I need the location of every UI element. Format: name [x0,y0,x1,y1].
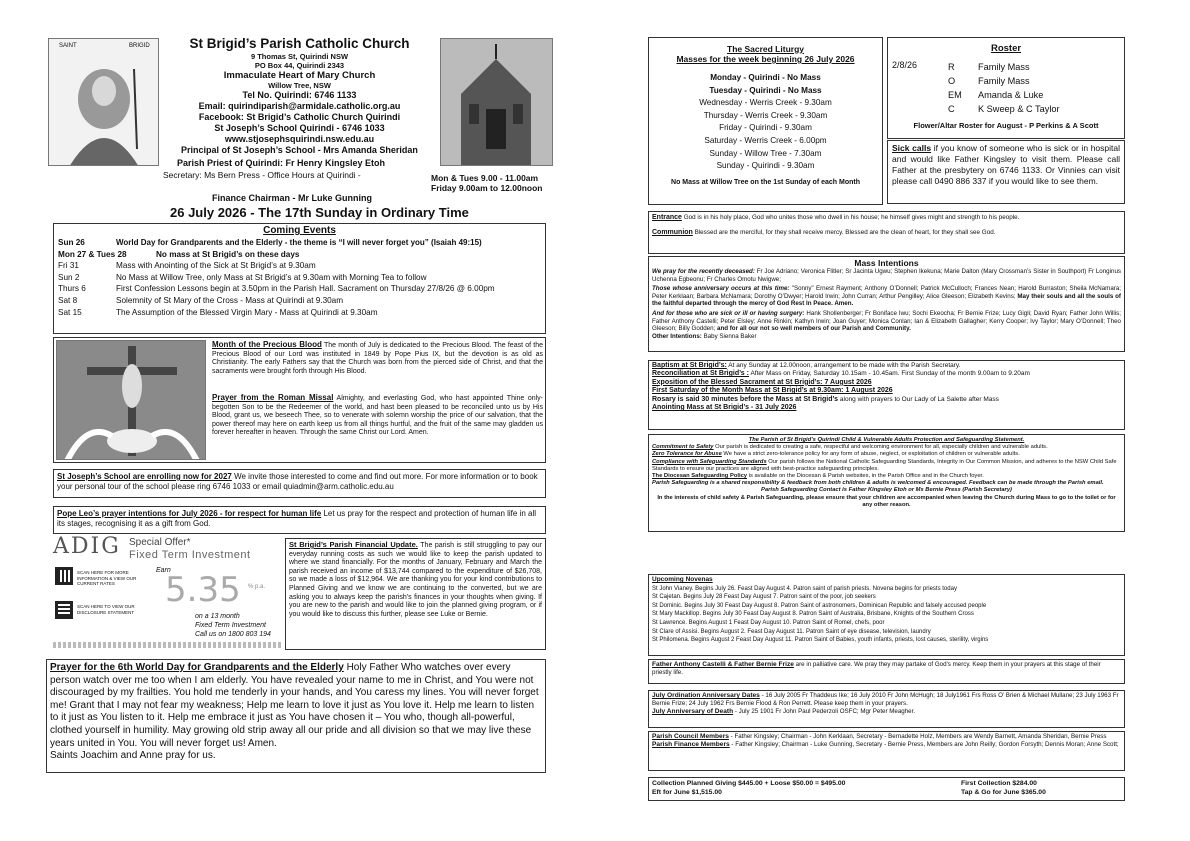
sick-list: Hank Shollenberger; Fr Boniface Iwu; Sochi Ekeocha; Fr Bernie Frize; Lucy Gigli; David Ryan; Father John Willis; Father Anthony Castelli; Peter Elsley; Anne Rinkin; Kathyn Irwin; Joan Guyer; Monica Conlan; Ian & Elizabeth Gallagher; Kerry Cooper; Ivy Taylor; Mary O’Donnell; Theo Gleeson; Billy Godden; [652,309,1121,333]
event-text: Solemnity of St Mary of the Cross - Mass at Quirindi at 9.30am [116,295,344,305]
roman-missal-prayer: Almighty, and everlasting God, who hast appointed Thine only-begotten Son to be the Redeemer of the world, and hast been pleased to be reconciled unto us by His Blood, grant us, we beseech Thee, so to venerate with solemn worship the price of our salvation, that the power thereof may here on earth keep us from all things hurtful, and the fruit of the same may gladden us forever hereafter in heaven. Through the same Christ our Lord. Amen. [212,395,543,437]
reconciliation-label: Reconciliation at St Brigid’s : [652,370,749,378]
event-row [58,295,541,307]
grandparents-prayer-title: Prayer for the 6th World Day for Grandparents and the Elderly [50,662,344,673]
anniversaries-box [648,690,1125,728]
policy-text: is available on the Diocesan & Parish websites, in the Parish Office and in the Church foyer. [748,473,984,480]
first-saturday: First Saturday of the Month Mass at St Brigid’s at 9.30am: 1 August 2026 [652,387,893,395]
adig-rate: 5.35 [165,570,241,610]
other-intentions: Baby Sienna Baker [703,332,757,340]
coming-events-box [53,223,546,334]
baptism-label: Baptism at St Brigid’s: [652,362,727,369]
financial-text: The parish is still struggling to pay our everyday running costs as such we would like to keep the parish updated to where we stand financially. For the months of January, February and March the parish received an income of $13,744 compared to the expenditure of $26,708, so we made a loss of $12,964. We are thanking you for your kind contributions to Planned Giving and we know we are continuing to the converted, but we are asking you to always keep the parish’s finances in your thoughts when giving. If you are new to the parish and would like to join the planned giving program, or if you would like to discuss this further, please see Luke or Bernie. [289,542,543,618]
event-day: Thurs 6 [58,284,86,294]
precious-blood-box [53,337,546,463]
event-row [58,272,541,284]
mass-time: Sunday - Quirindi - 9.30am [716,161,815,171]
ordination-text: - 16 July 2005 Fr Thaddeus Ike; 16 July 2010 Fr John McHugh; 18 July1961 Frs Ross O’ Brien & Michael Mullane; 23 July 1963 Fr Bernie Frize; 24 July 1962 Frs Bernie Flood & Ron Perrett. Please keep them in your prayers. [652,692,1119,708]
mass-intentions-box [648,256,1125,352]
school-enrol-text: We invite those interested to come and find out more. For more information or to book your personal tour of the school please ring 6746 1033 or email quiadmin@arm.catholic.edu.au [57,472,538,491]
adig-call: Call us on 1800 803 194 [195,631,271,638]
school-enrol-box [53,469,546,498]
crucifix-image [56,340,206,460]
roster-code: C [948,104,955,114]
novena-item: St Lawrence. Begins August 1 Feast Day August 10. Patron Saint of Romel, chefs, poor [652,619,885,626]
school-website: www.stjosephsquirindi.nsw.edu.au [224,134,375,144]
novena-item: St Mary Mackillop. Begins July 30 Feast Day August 8. Patron Saint of Australia, Brisbane, Knights of the Southern Cross [652,611,974,618]
palliative-title: Father Anthony Castelli & Father Bernie Frize [652,661,794,668]
collection-eft: Eft for June $1,515.00 [652,789,722,796]
church-photo [440,38,553,166]
adig-special-offer: Special Offer* [129,537,191,548]
liturgy-note: No Mass at Willow Tree on the 1st Sunday of each Month [671,178,860,186]
financial-title: St Brigid’s Parish Financial Update. [289,540,418,549]
rosary-end: along with prayers to Our Lady of La Salette after Mass [839,395,999,403]
safeguarding-box [648,434,1125,532]
zero-tolerance-text: We have a strict zero-tolerance policy for any form of abuse, neglect, or exploitation of children or vulnerable adults. [723,451,1020,458]
ordination-label: July Ordination Anniversary Dates [652,692,760,699]
communion-text: Blessed are the merciful, for they shall receive mercy. Blessed are the clean of heart, for they shall see God. [694,229,996,236]
roster-name: K Sweep & C Taylor [978,104,1060,114]
rosary: Rosary is said 30 minutes before the Mass at St Brigid’s [652,395,839,403]
pope-intention-text: Let us pray for the respect and protection of human life in all its stages, recognising it as a gift from God. [57,509,537,528]
liturgy-subtitle: Masses for the week beginning 26 July 2026 [676,54,855,64]
collection-box [648,777,1125,801]
pope-intention-box [53,506,546,534]
shared-responsibility: Parish Safeguarding is a shared responsibility & feedback from both children & adults is welcomed & encouraged. Feedback can be made through the Parish email. [652,480,1104,487]
parish-priest: Parish Priest of Quirindi: Fr Henry Kingsley Etoh [177,158,386,168]
sick-calls-box [887,140,1125,204]
death-anniversary-label: July Anniversary of Death [652,708,734,716]
adig-earn: Earn [156,567,171,574]
roster-name: Family Mass [978,76,1030,86]
palliative-text: are in palliative care. We pray they may partake of God’s mercy. Keep them in your prayers at this stage of their priestly life. [652,661,1101,677]
second-church: Immaculate Heart of Mary Church [223,70,376,81]
event-row [58,307,541,319]
phone: Tel No. Quirindi: 6746 1133 [242,90,357,100]
death-anniversary-text: - July 25 1901 Fr John Paul Pederzoli OSFC; Mgr Peter Meagher. [734,708,916,716]
event-text: No mass at St Brigid’s on these days [156,249,300,259]
event-row [58,237,541,249]
roman-missal-block [212,394,543,438]
address-line-2: PO Box 44, Quirindi 2343 [254,61,345,70]
adig-fine-print [53,642,283,648]
anniversary-label: Those whose anniversary occurs at this time: [652,285,790,293]
liturgy-list [649,72,882,173]
safety-text: Our parish is dedicated to creating a safe, respectful and welcoming environment for all, especially children and vulnerable adults. [715,444,1048,451]
roster-list [948,60,1060,116]
novenas-box [648,574,1125,656]
principal: Principal of St Joseph’s School - Mrs Amanda Sheridan [181,145,418,155]
event-row [58,249,541,261]
deceased-list: Fr Joe Adriano; Veronica Flitler; Sr Jacinta Ugwu; Stephen Ikekuna; Marie Dalton (Mary Crossman’s Sister in Southport) Fr Longinus Uchenna Egbeonu; Fr Charles Omotu Nwigwe; [652,268,1121,283]
mass-time: Friday - Quirindi - 9.30am [719,123,812,133]
sick-calls-title: Sick calls [892,143,932,153]
roster-flower: Flower/Altar Roster for August - P Perkins & A Scott [913,121,1099,130]
event-text: The Assumption of the Blessed Virgin Mary - Mass at Quirindi at 9.30am [116,307,378,317]
header-block [162,36,437,156]
grandparents-prayer-closing: Saints Joachim and Anne pray for us. [50,750,216,762]
novenas-title: Upcoming Novenas [652,576,713,583]
roster-date: 2/8/26 [892,60,918,70]
finance-chairman: Finance Chairman - Mr Luke Gunning [212,193,373,203]
roster-row [948,102,1060,116]
anniversary-end: May their souls and all the souls of the faithful departed through the mercy of God Rest In Peace. Amen. [652,292,1121,308]
policy-label: The Diocesan Safeguarding Policy [652,473,748,480]
event-row [58,260,541,272]
sick-label: And for those who are sick or ill or having surgery: [652,309,805,317]
mass-time: Wednesday - Werris Creek - 9.30am [699,98,832,108]
sacraments-box [648,360,1125,430]
sick-calls-text: if you know of someone who is sick or in hospital and would like Father Kingsley to visit them. Please call Father at the presbytery on 6746 1133. Or Vinnies can visit please call 0490 886 337 if you would like to see them. [892,143,1121,186]
palliative-box [648,659,1125,684]
collection-planned: Collection Planned Giving $445.00 + Loose $50.00 = $495.00 [652,780,846,787]
events-list [54,237,545,318]
novena-item: St John Vianey. Begins July 26. Feast Day August 4. Patron saint of parish priests. Novena begins for priests today [652,585,957,592]
antiphons-box [648,211,1125,254]
adig-product: Fixed Term Investment [129,549,251,561]
qr-code-icon [55,567,73,585]
adig-rate-unit: % p.a. [248,584,266,590]
school-enrol-title: St Joseph’s School are enrolling now for 2027 [57,472,232,481]
reconciliation-text: After Mass on Friday, Saturday 10.15am - 10.45am. First Sunday of the month 9.00am to 9.20am [750,370,1030,378]
precious-blood-text-block [212,341,543,376]
event-day: Sun 26 [58,238,85,247]
parish-finance-text: - Father Kingsley; Chairman - Luke Gunning, Secretary - Bernie Press, Members are John Reilly; Gordon Forsyth; Dennis Moran; Anne Scott; [729,741,1119,749]
saint-brigid-icon-image [48,38,159,166]
office-hours-2: Friday 9.00am to 12.00noon [431,183,543,193]
event-text: No Mass at Willow Tree, only Mass at St Brigid’s at 9.30am with Morning Tea to follow [116,272,427,282]
other-intentions-label: Other Intentions: [652,332,702,340]
mass-time: Tuesday - Quirindi - No Mass [709,85,822,95]
church-name: St Brigid’s Parish Catholic Church [189,36,410,51]
roster-name: Family Mass [978,62,1030,72]
financial-update-box [285,538,546,650]
roster-row [948,74,1060,88]
roman-missal-title: Prayer from the Roman Missal [212,393,334,402]
adig-term-2: Fixed Term Investment [195,622,266,629]
exposition: Exposition of the Blessed Sacrament at St Brigid’s: 7 August 2026 [652,378,872,386]
compliance-text: Our parish follows the National Catholic Safeguarding Standards, Integrity in Our Common Mission, and adheres to the NSW Child Safe Standards to ensure our practices are aligned with best-practice safeguarding principles. [652,458,1117,472]
event-day: Fri 31 [58,261,79,271]
parish-council-label: Parish Council Members [652,733,729,740]
sick-end: and for all our not so well members of our Parish and Community. [717,325,911,333]
safety-label: Commitment to Safety [652,444,714,451]
adig-term: on a 13 month [195,613,240,620]
mass-time: Sunday - Willow Tree - 7.30am [709,148,822,158]
facebook: Facebook: St Brigid’s Catholic Church Quirindi [198,112,401,122]
novena-item: St Philomena. Begins August 2 Feast Day August 11. Patron Saint of Babies, youth infants, priests, lost causes, sterility, virgins [652,637,989,644]
mass-time: Saturday - Werris Creek - 6.00pm [704,135,827,145]
office-hours-1: Mon & Tues 9.00 - 11.00am [431,173,539,183]
liturgy-title: The Sacred Liturgy [727,44,804,54]
novena-item: St Clare of Assisi. Begins August 2. Feast Day August 11. Patron Saint of eye disease, television, laundry [652,628,931,635]
coming-events-title: Coming Events [263,225,336,236]
parish-council-text: - Father Kingsley; Chairman - John Kerklaan, Secretary - Bernadette Holz, Members are Wendy Barnett, Amanda Sheridan, Bernie Press [728,733,1107,740]
email: Email: quirindiparish@armidale.catholic.org.au [198,101,401,111]
collection-tap-go: Tap & Go for June $365.00 [961,789,1046,796]
entrance-label: Entrance [652,214,682,221]
event-day: Mon 27 & Tues 28 [58,249,127,259]
roster-code: EM [948,90,962,100]
adig-advert [53,534,283,650]
compliance-label: Compliance with Safeguarding Standards [652,458,767,465]
saint-label: SAINT [59,43,77,49]
novena-item: St Cajetan. Begins July 28 Feast Day August 7. Patron saint of the poor, job seekers [652,594,876,601]
anointing-mass: Anointing Mass at St Brigid’s - 31 July 2026 [652,404,797,412]
precious-blood-title: Month of the Precious Blood [212,340,322,349]
child-safety-note: In the interests of child safety & Parish Safeguarding, please ensure that your children are accompanied when leaving the Church during Mass to go to the toilet or for any other reason. [657,494,1116,508]
event-text: First Confession Lessons begin at 3.50pm in the Parish Hall. Sacrament on Thursday 27/8/26 @ 6.00pm [116,284,495,294]
safeguarding-title: The Parish of St Brigid’s Quirindi Child & Vulnerable Adults Protection and Safeguarding Statement. [748,437,1025,443]
novena-item: St Dominic. Begins July 30 Feast Day August 8. Patron Saint of astronomers, Dominican Republic and falsely accused people [652,602,987,609]
baptism-text: At any Sunday at 12.00noon, arrangement to be made with the Parish Secretary. [728,362,961,369]
councils-box [648,731,1125,771]
qr-code-icon [55,601,73,619]
secretary: Secretary: Ms Bern Press - Office Hours at Quirindi - [163,170,361,180]
zero-tolerance-label: Zero Tolerance for Abuse [652,451,722,458]
event-text: Mass with Anointing of the Sick at St Brigid’s at 9.30am [116,261,316,271]
event-row [58,283,541,295]
address-line-1: 9 Thomas St, Quirindi NSW [250,52,349,61]
collection-first: First Collection $284.00 [961,780,1037,787]
intentions-title: Mass Intentions [854,258,919,268]
novenas-list [652,585,1121,645]
roster-box [887,37,1125,139]
roster-row [948,60,1060,74]
roster-name: Amanda & Luke [978,90,1044,100]
roster-code: O [948,76,956,86]
date-title: 26 July 2026 - The 17th Sunday in Ordinary Time [170,205,469,220]
roster-code: R [948,62,955,72]
precious-blood-text: The month of July is dedicated to the Precious Blood. The feast of the Precious Blood of our Lord was instituted in 1849 by Pope Pius IX, but the devotion is as old as Christianity. The early Fathers say that the Church was born from the pierced side of Christ, and that the sacraments were brought forth through His Blood. [212,342,543,375]
communion-label: Communion [652,229,693,236]
mass-time: Monday - Quirindi - No Mass [710,73,821,82]
event-text: World Day for Grandparents and the Elderly - the theme is “I will never forget you” (Isaiah 49:15) [116,238,482,247]
event-day: Sat 8 [58,295,78,305]
event-day: Sun 2 [58,272,80,282]
brigid-label: BRIGID [129,43,150,49]
qr1-text: SCAN HERE FOR MORE INFORMATION & VIEW OUR CURRENT RATES [77,570,137,586]
entrance-text: God is in his holy place, God who unites those who dwell in his house; he himself gives might and strength to his people. [683,214,1020,221]
pope-intention-title: Pope Leo’s prayer intentions for July 2026 - for respect for human life [57,509,322,518]
deceased-label: We pray for the recently deceased: [652,268,755,275]
grandparents-prayer-text: Holy Father Who watches over every person watch over me too when I am elderly. You have revealed your name to me in Christ, and You were not discouraged by my frailties. You hold me tenderly in your hands, and You caress my lines. You will never forget me! Grant that I may not fear my weakness; Help me learn to love it just as You love it. Help me learn to listen to it just as You listen to it. Help me embrace it just as You have chosen it – You who, though all-powerful, clothed yourself in humility. May growing old strip away all our pride and all division so that we may live these years united in You. You will never forget us! Amen. [50,662,539,749]
safeguarding-contact: Parish Safeguarding Contact is Father Kingsley Etoh or Ms Bernie Press (Parish Secretary) [761,487,1012,494]
liturgy-box [648,37,883,205]
anniversary-list: "Sonny" Ernest Rayment; Anthony O’Donnell; Patrick McCulloch; Frances Nean; Harold Burraston; Sheila McNamara; Peter Kerklaan; Barbara McNamara; Dorothy O’Dwyer; Harold Irwin; John Curran; Arthur Pengilley; Alice Gleeson; Elizabeth Kevins; [652,285,1121,300]
school-phone: St Joseph’s School Quirindi - 6746 1033 [214,123,385,133]
parish-finance-label: Parish Finance Members [652,741,730,749]
mass-time: Thursday - Werris Creek - 9.30am [703,110,828,120]
adig-logo: ADIG [53,534,121,559]
event-day: Sat 15 [58,307,82,317]
second-church-location: Willow Tree, NSW [268,81,331,90]
roster-title: Roster [990,43,1022,54]
qr2-text: SCAN HERE TO VIEW OUR DISCLOSURE STATEMENT [77,604,135,615]
grandparents-prayer-box [46,659,546,773]
roster-row [948,88,1060,102]
